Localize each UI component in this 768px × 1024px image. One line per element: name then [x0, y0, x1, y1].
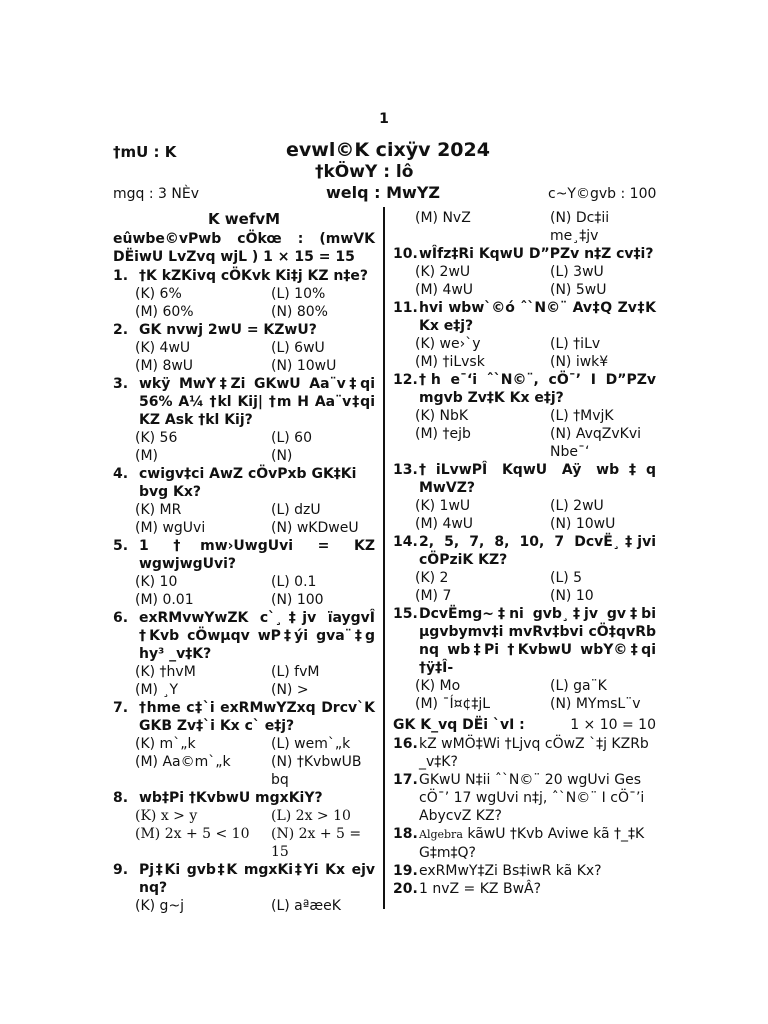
short-question — [393, 771, 656, 825]
question-number: 2. — [113, 322, 129, 338]
question-number: 4. — [113, 466, 129, 482]
question-number: 17. — [393, 772, 418, 788]
option[interactable]: (L) ga¨K — [550, 678, 607, 694]
option[interactable]: (N) 100 — [271, 592, 324, 608]
question-number: 13. — [393, 462, 418, 478]
question-item — [113, 699, 375, 789]
full-marks-label: c~Y©gvb : 100 — [548, 186, 657, 202]
short-question — [393, 880, 656, 898]
option[interactable]: (M) 60% — [135, 304, 194, 320]
question-item — [113, 321, 375, 375]
option[interactable]: (K) 6% — [135, 286, 182, 302]
option-list — [393, 335, 656, 371]
question-item — [393, 605, 656, 713]
section-kha-title: GK K_vq DËi `vI : — [393, 717, 525, 733]
option[interactable]: (K) m`„k — [135, 736, 196, 752]
question-text: Pj‡Ki gvb‡K mgxKi‡Yi Kx ejv nq? — [139, 862, 375, 896]
option-list — [393, 263, 656, 299]
option[interactable]: (M) 0.01 — [135, 592, 194, 608]
question-item — [393, 299, 656, 371]
section-kha-marks: 1 × 10 = 10 — [570, 717, 656, 733]
option[interactable]: (N) iwk¥ — [550, 354, 609, 370]
option[interactable]: (L) 2x > 10 — [271, 808, 351, 824]
option-list — [113, 285, 375, 321]
section-kha-header — [393, 715, 656, 735]
question-text: GK nvwj 2wU = KZwU? — [139, 322, 317, 338]
question-prefix: Algebra — [419, 828, 463, 841]
option[interactable]: (N) MYmsL¨v — [550, 696, 641, 712]
option-list — [113, 735, 375, 789]
option[interactable]: (N) 10 — [550, 588, 594, 604]
option-list — [113, 573, 375, 609]
question-number: 15. — [393, 606, 418, 622]
option[interactable]: (M) — [135, 448, 159, 464]
question-item — [113, 609, 375, 699]
question-text: kZ wMÖ‡Wi †Ljvq cÖwZ `‡j KZRb _v‡K? — [419, 736, 649, 770]
option-list — [113, 429, 375, 465]
question-number: 5. — [113, 538, 129, 554]
question-number: 11. — [393, 300, 418, 316]
option[interactable]: (N) > — [271, 682, 309, 698]
question-number: 9. — [113, 862, 129, 878]
option[interactable]: (K) 2wU — [415, 264, 471, 280]
question-number: 6. — [113, 610, 129, 626]
question-number: 1. — [113, 268, 129, 284]
question-item — [113, 789, 375, 861]
option[interactable]: (M) Aa©m`„k — [135, 754, 231, 770]
option[interactable]: (L) 2wU — [550, 498, 604, 514]
option-list — [113, 897, 375, 915]
question-number: 19. — [393, 863, 418, 879]
short-question — [393, 862, 656, 880]
question-text: wÎfz‡Ri KqwU D”PZv n‡Z cv‡i? — [419, 246, 654, 262]
question-text: kãwU †Kvb Aviwe kã †_‡K G‡m‡Q? — [419, 826, 645, 861]
option[interactable]: (M) 4wU — [415, 516, 474, 532]
right-column — [393, 209, 656, 898]
option-list — [113, 807, 375, 861]
option[interactable]: (N) 10wU — [271, 358, 337, 374]
question-text: DcvËmg~‡ni gvb¸‡jv gv‡bi µgvbymv‡i mvRv‡bvi cÖ‡qvRb nq wb‡Pi †KvbwU wbY©‡qi †ÿ‡Î- — [419, 606, 656, 676]
option[interactable]: (L) †MvjK — [550, 408, 614, 424]
option[interactable]: (M) NvZ — [415, 210, 471, 226]
question-text: 1 nvZ = KZ BwÂ? — [419, 881, 542, 897]
option[interactable]: (L) 6wU — [271, 340, 325, 356]
subject-name: welq : MwYZ — [326, 183, 440, 202]
option-list — [113, 663, 375, 699]
question-item — [113, 465, 375, 537]
option[interactable]: (M) 2x + 5 < 10 — [135, 826, 250, 842]
question-item — [393, 461, 656, 533]
option[interactable]: (N) 2x + 5 = 15 — [271, 826, 362, 860]
question-number: 12. — [393, 372, 418, 388]
page-number: 1 — [379, 111, 389, 127]
option[interactable]: (K) x > y — [135, 808, 198, 824]
question-item — [393, 533, 656, 605]
question-text: GKwU N‡ii ˆ`N©¨ 20 wgUvi Ges cÖ¯’ 17 wgUvi n‡j, ˆ`N©¨ I cÖ¯’i AbycvZ KZ? — [419, 772, 645, 824]
option[interactable]: (K) †hvM — [135, 664, 196, 680]
option[interactable]: (L) dzU — [271, 502, 321, 518]
option[interactable]: (M) 8wU — [135, 358, 194, 374]
option[interactable]: (N) †KvbwUB bq — [271, 754, 362, 788]
time-label: mgq : 3 NÈv — [113, 186, 199, 202]
question-item — [113, 861, 375, 915]
option[interactable]: (K) 2 — [415, 570, 449, 586]
option-list — [393, 497, 656, 533]
question-number: 18. — [393, 826, 418, 842]
short-question — [393, 735, 656, 771]
option[interactable]: (M) wgUvi — [135, 520, 206, 536]
question-text: †h e¯‘i ˆ`N©¨, cÖ¯’ I D”PZv mgvb Zv‡K Kx e‡j? — [419, 372, 656, 406]
option[interactable]: (L) fvM — [271, 664, 320, 680]
option[interactable]: (N) 10wU — [550, 516, 616, 532]
question-text: †iLvwPÎ KqwU Aÿ wb‡q MwVZ? — [419, 462, 656, 496]
question-text: †hme c‡`i exRMwYZxq Drcv`K GKB Zv‡`i Kx c` e‡j? — [139, 700, 375, 734]
option[interactable]: (N) — [271, 448, 293, 464]
exam-set-label: †mU : K — [113, 143, 177, 161]
question-text: wb‡Pi †KvbwU mgxKiY? — [139, 790, 323, 806]
option[interactable]: (M) ¸Y — [135, 682, 179, 698]
option[interactable]: (L) 3wU — [550, 264, 604, 280]
option[interactable]: (M) 4wU — [415, 282, 474, 298]
question-text: hvi wbw`©ó ˆ`N©¨ Av‡Q Zv‡K Kx e‡j? — [419, 300, 656, 334]
question-text: †K kZKivq cÖKvk Ki‡j KZ n‡e? — [139, 268, 368, 284]
question-item — [393, 245, 656, 299]
option[interactable]: (M) 7 — [415, 588, 452, 604]
option-list — [113, 339, 375, 375]
option[interactable]: (K) g~j — [135, 898, 185, 914]
question-text: 1 †mw›UwgUvi = KZ wgwjwgUvi? — [139, 538, 375, 572]
option[interactable]: (N) Dc‡ii me¸‡jv — [550, 210, 610, 244]
option-list — [113, 501, 375, 537]
option[interactable]: (M) †ejb — [415, 426, 471, 442]
question-number: 20. — [393, 881, 418, 897]
short-question — [393, 825, 656, 862]
question-item — [393, 371, 656, 461]
option[interactable]: (L) wem`„k — [271, 736, 351, 752]
option-list — [393, 677, 656, 713]
option[interactable]: (L) 5 — [550, 570, 583, 586]
question-number: 7. — [113, 700, 129, 716]
question-number: 8. — [113, 790, 129, 806]
option-list — [393, 407, 656, 461]
option[interactable]: (K) Mo — [415, 678, 461, 694]
left-column — [113, 209, 375, 915]
option[interactable]: (N) wKDweU — [271, 520, 359, 536]
column-divider — [383, 207, 385, 909]
option[interactable]: (K) MR — [135, 502, 182, 518]
section-k-title: K wefvM — [207, 210, 281, 228]
question-number: 10. — [393, 246, 418, 262]
question-item — [113, 375, 375, 465]
option[interactable]: (M) †iLvsk — [415, 354, 485, 370]
option[interactable]: (K) 4wU — [135, 340, 191, 356]
question-text: wkÿ MwY‡Zi GKwU Aa¨v‡qi 56% A¼ †kl Kij| †m H Aa¨v‡qi KZ Ask †kl Kij? — [139, 376, 375, 428]
exam-title: evwl©K cixÿv 2024 — [286, 139, 490, 161]
option[interactable]: (L) 10% — [271, 286, 326, 302]
option[interactable]: (N) AvqZvKvi Nbe¯‘ — [550, 426, 642, 460]
question-number: 16. — [393, 736, 418, 752]
option-list-continued — [393, 209, 656, 245]
option[interactable]: (N) 5wU — [550, 282, 607, 298]
question-text: exRMwY‡Zi Bs‡iwR kã Kx? — [419, 863, 602, 879]
option[interactable]: (K) NbK — [415, 408, 469, 424]
option[interactable]: (K) 10 — [135, 574, 178, 590]
option[interactable]: (L) 60 — [271, 430, 312, 446]
option[interactable]: (N) 80% — [271, 304, 328, 320]
question-number: 14. — [393, 534, 418, 550]
option[interactable]: (L) aªæeK — [271, 898, 341, 914]
section-k-instruction: eûwbe©vPwb cÖkœ : (mwVK DËiwU LvZvq wjL ) 1 × 15 = 15 — [113, 231, 375, 265]
question-text: exRMvwYwZK c`¸‡jv ïaygvÎ †Kvb cÖwµqv wP‡ýi gva¨‡g hy³ _v‡K? — [139, 610, 375, 662]
option-list — [393, 569, 656, 605]
question-text: 2, 5, 7, 8, 10, 7 DcvË¸‡jvi cÖPziK KZ? — [419, 534, 656, 568]
option[interactable]: (L) 0.1 — [271, 574, 317, 590]
question-text: cwigv‡ci AwZ cÖvPxb GK‡Ki bvg Kx? — [139, 466, 357, 500]
question-item — [113, 537, 375, 609]
option[interactable]: (K) we›`y — [415, 336, 481, 352]
option[interactable]: (L) †iLv — [550, 336, 601, 352]
question-item — [113, 267, 375, 321]
option[interactable]: (K) 1wU — [415, 498, 471, 514]
option[interactable]: (K) 56 — [135, 430, 178, 446]
question-number: 3. — [113, 376, 129, 392]
option[interactable]: (M) ¯Í¤¢‡jL — [415, 696, 491, 712]
class-label: †kÖwY : lô — [315, 162, 414, 182]
